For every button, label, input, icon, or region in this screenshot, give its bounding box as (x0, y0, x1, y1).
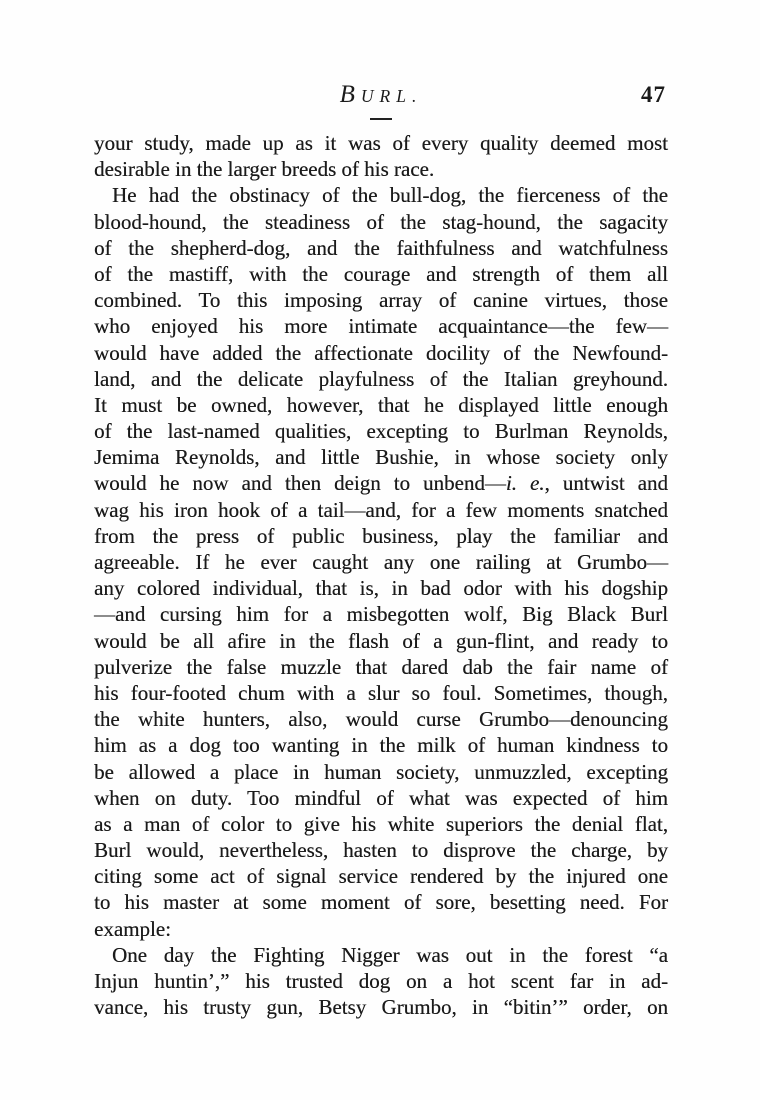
text-line: land, and the delicate playfulness of the Italian greyhound. (94, 366, 668, 391)
text-line: It must be owned, however, that he displayed little enough (94, 392, 668, 417)
header-rule (370, 118, 392, 120)
text-line: would be all afire in the flash of a gun-flint, and ready to (94, 628, 668, 653)
text-line: his four-footed chum with a slur so foul. Sometimes, though, (94, 680, 668, 705)
text-line: Jemima Reynolds, and little Bushie, in whose society only (94, 445, 668, 470)
plain-text: would he now and then deign to unbend— (94, 471, 506, 496)
text-line: would have added the affectionate docility of the Newfound- (94, 340, 668, 365)
text-line: be allowed a place in human society, unmuzzled, excepting (94, 759, 668, 784)
text-line: vance, his trusty gun, Betsy Grumbo, in “bitin’” order, on (94, 995, 668, 1020)
text-line: Burl would, nevertheless, hasten to disprove the charge, by (94, 838, 668, 863)
page-title (94, 81, 668, 109)
text-line: of the shepherd-dog, and the faithfulness and watchfulness (94, 235, 668, 260)
text-line: as a man of color to give his white superiors the denial flat, (94, 811, 668, 836)
italic-text: i. e. (505, 471, 545, 496)
text-line: agreeable. If he ever caught any one railing at Grumbo— (94, 550, 668, 574)
text-line: of the mastiff, with the courage and strength of them all (94, 261, 668, 286)
text-line: —and cursing him for a misbegotten wolf, Big Black Burl (94, 602, 668, 627)
text-line: to his master at some moment of sore, besetting need. For (94, 890, 668, 915)
title-rest: URL. (360, 86, 423, 106)
text-line: citing some act of signal service rendered by the injured one (94, 864, 668, 889)
text-line: combined. To this imposing array of canine virtues, those (94, 288, 668, 313)
title-initial: B (339, 81, 361, 108)
text-line: Injun huntin’,” his trusted dog on a hot scent far in ad- (94, 969, 668, 993)
text-line: your study, made up as it was of every quality deemed most (94, 131, 668, 155)
text-line: any colored individual, that is, in bad odor with his dogship (94, 576, 668, 601)
page-number: 47 (641, 82, 666, 107)
text-line: One day the Fighting Nigger was out in the forest “a (112, 942, 668, 967)
text-line: the white hunters, also, would curse Grumbo—denouncing (94, 707, 668, 732)
text-line: example: (94, 916, 171, 941)
text-line (94, 470, 668, 496)
plain-text: , untwist and (544, 471, 668, 496)
text-line: wag his iron hook of a tail—and, for a few moments snatched (94, 497, 668, 522)
text-line: of the last-named qualities, excepting to Burlman Reynolds, (94, 419, 668, 444)
text-line: when on duty. Too mindful of what was expected of him (94, 785, 668, 810)
text-block (94, 130, 668, 1020)
text-line: pulverize the false muzzle that dared dab the fair name of (94, 654, 668, 679)
text-line: blood-hound, the steadiness of the stag-hound, the sagacity (94, 209, 668, 234)
text-line: He had the obstinacy of the bull-dog, the fierceness of the (112, 183, 668, 208)
text-line: from the press of public business, play the familiar and (94, 523, 668, 548)
running-header (94, 81, 668, 129)
text-line: who enjoyed his more intimate acquaintance—the few— (94, 314, 668, 339)
text-line: desirable in the larger breeds of his race. (94, 157, 435, 182)
text-line: him as a dog too wanting in the milk of human kindness to (94, 733, 668, 758)
